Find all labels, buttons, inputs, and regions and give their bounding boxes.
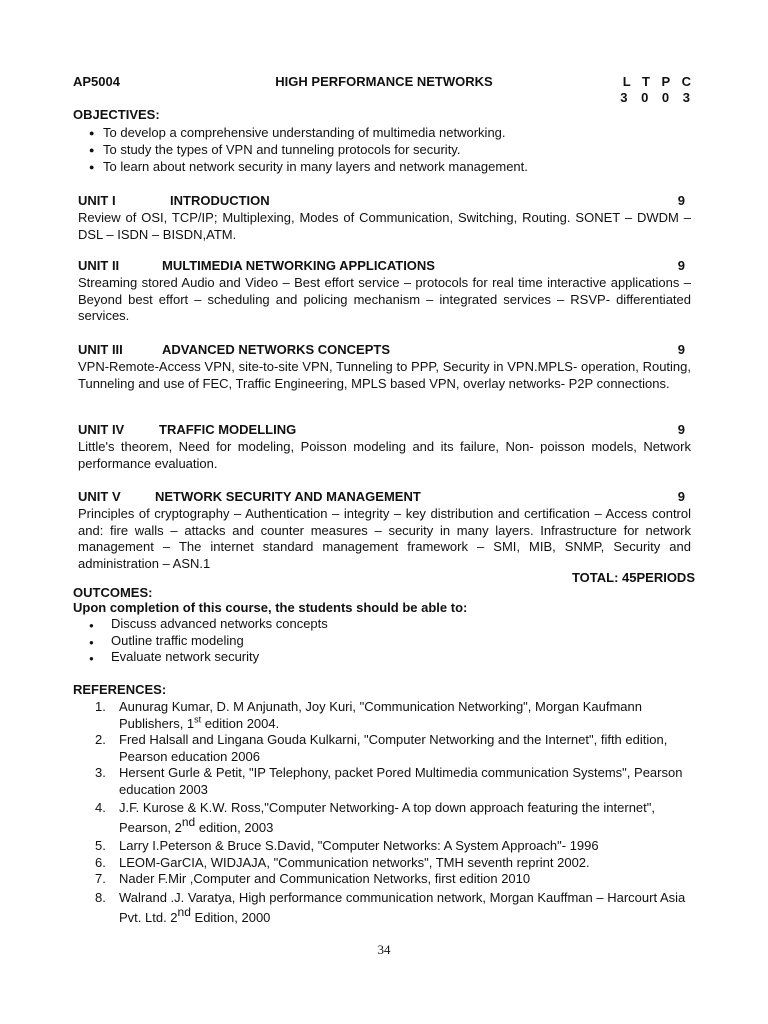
list-item: 7. Nader F.Mir ,Computer and Communication Networks, first edition 2010 bbox=[95, 871, 531, 886]
unit-5 bbox=[78, 489, 691, 572]
unit-3 bbox=[78, 342, 691, 392]
list-item: ● To develop a comprehensive understanding of multimedia networking. bbox=[89, 124, 695, 141]
unit-2 bbox=[78, 258, 691, 325]
unit-body: Principles of cryptography – Authentication – integrity – key distribution and certification – Access control and: fire walls – attacks and counter measures – security in many layers. Infrastructure for network management – The internet standard management framework – SMI, MIB, SNMP, Security and administration – ASN.1 bbox=[78, 506, 691, 571]
unit-4 bbox=[78, 422, 691, 472]
unit-title: MULTIMEDIA NETWORKING APPLICATIONS bbox=[162, 258, 435, 273]
unit-title: NETWORK SECURITY AND MANAGEMENT bbox=[155, 489, 421, 504]
list-item: ● To learn about network security in many layers and network management. bbox=[89, 158, 695, 175]
list-item: 8. Walrand .J. Varatya, High performance communication network, Morgan Kauffman – Harcourt Asia Pvt. Ltd. 2nd Edition, 2000 bbox=[95, 889, 686, 925]
unit-body: Review of OSI, TCP/IP; Multiplexing, Modes of Communication, Switching, Routing. SONET – DWDM – DSL – ISDN – BISDN,ATM. bbox=[78, 210, 691, 242]
outcomes-intro: Upon completion of this course, the students should be able to: bbox=[73, 600, 468, 615]
list-item: ● Discuss advanced networks concepts bbox=[89, 616, 695, 633]
unit-number: UNIT V bbox=[78, 489, 121, 504]
unit-hours: 9 bbox=[677, 193, 685, 208]
unit-title: TRAFFIC MODELLING bbox=[159, 422, 297, 437]
unit-1 bbox=[78, 193, 691, 243]
references-list bbox=[95, 699, 695, 928]
course-code: AP5004 bbox=[73, 74, 120, 89]
unit-body: VPN-Remote-Access VPN, site-to-site VPN, Tunneling to PPP, Security in VPN.MPLS- operation, Routing, Tunneling and use of FEC, Traffic Engineering, MPLS based VPN, overlay networks- P2P connections. bbox=[78, 359, 691, 391]
unit-hours: 9 bbox=[677, 489, 685, 504]
outcomes-list bbox=[89, 616, 695, 666]
unit-hours: 9 bbox=[677, 422, 685, 437]
unit-number: UNIT IV bbox=[78, 422, 125, 437]
references-heading: REFERENCES: bbox=[73, 682, 167, 697]
unit-hours: 9 bbox=[677, 342, 685, 357]
outcomes-heading: OUTCOMES: bbox=[73, 585, 153, 600]
list-item: 3. Hersent Gurle & Petit, "IP Telephony, packet Pored Multimedia communication Systems", Pearson education 2003 bbox=[95, 765, 683, 797]
unit-number: UNIT I bbox=[78, 193, 116, 208]
course-title: HIGH PERFORMANCE NETWORKS bbox=[275, 74, 493, 89]
unit-title: INTRODUCTION bbox=[170, 193, 270, 208]
unit-hours: 9 bbox=[677, 258, 685, 273]
list-item: 1. Aunurag Kumar, D. M Anjunath, Joy Kuri, "Communication Networking", Morgan Kaufmann Publishers, 1st edition 2004. bbox=[95, 699, 642, 731]
page-number: 34 bbox=[377, 942, 391, 957]
list-item: ● To study the types of VPN and tunneling protocols for security. bbox=[89, 141, 695, 158]
unit-number: UNIT II bbox=[78, 258, 120, 273]
references-section bbox=[73, 682, 695, 928]
ltpc-label: L T P C bbox=[622, 74, 695, 89]
list-item: 6. LEOM-GarCIA, WIDJAJA, "Communication networks", TMH seventh reprint 2002. bbox=[95, 854, 590, 870]
unit-body: Streaming stored Audio and Video – Best effort service – protocols for real time interactive applications – Beyond best effort – scheduling and policing mechanism – integrated services – RSVP- differentiated services. bbox=[78, 275, 691, 323]
course-header bbox=[73, 74, 695, 108]
list-item: ● Evaluate network security bbox=[89, 649, 695, 666]
list-item: ● Outline traffic modeling bbox=[89, 633, 695, 650]
ltpc-values: 3 0 0 3 bbox=[620, 90, 695, 105]
objectives-heading: OBJECTIVES: bbox=[73, 107, 160, 122]
outcomes-section bbox=[73, 585, 695, 666]
total-periods: TOTAL: 45PERIODS bbox=[571, 570, 695, 585]
objectives-list bbox=[89, 124, 695, 175]
list-item: 4. J.F. Kurose & K.W. Ross,"Computer Networking- A top down approach featuring the internet", Pearson, 2nd edition, 2003 bbox=[95, 800, 655, 835]
unit-title: ADVANCED NETWORKS CONCEPTS bbox=[162, 342, 390, 357]
objectives-section bbox=[73, 107, 695, 175]
list-item: 2. Fred Halsall and Lingana Gouda Kulkarni, "Computer Networking and the Internet", fifth edition, Pearson education 2006 bbox=[95, 732, 668, 764]
unit-body: Little's theorem, Need for modeling, Poisson modeling and its failure, Non- poisson models, Network performance evaluation. bbox=[78, 439, 691, 471]
unit-number: UNIT III bbox=[78, 342, 123, 357]
list-item: 5. Larry I.Peterson & Bruce S.David, "Computer Networks: A System Approach"- 1996 bbox=[95, 838, 599, 853]
